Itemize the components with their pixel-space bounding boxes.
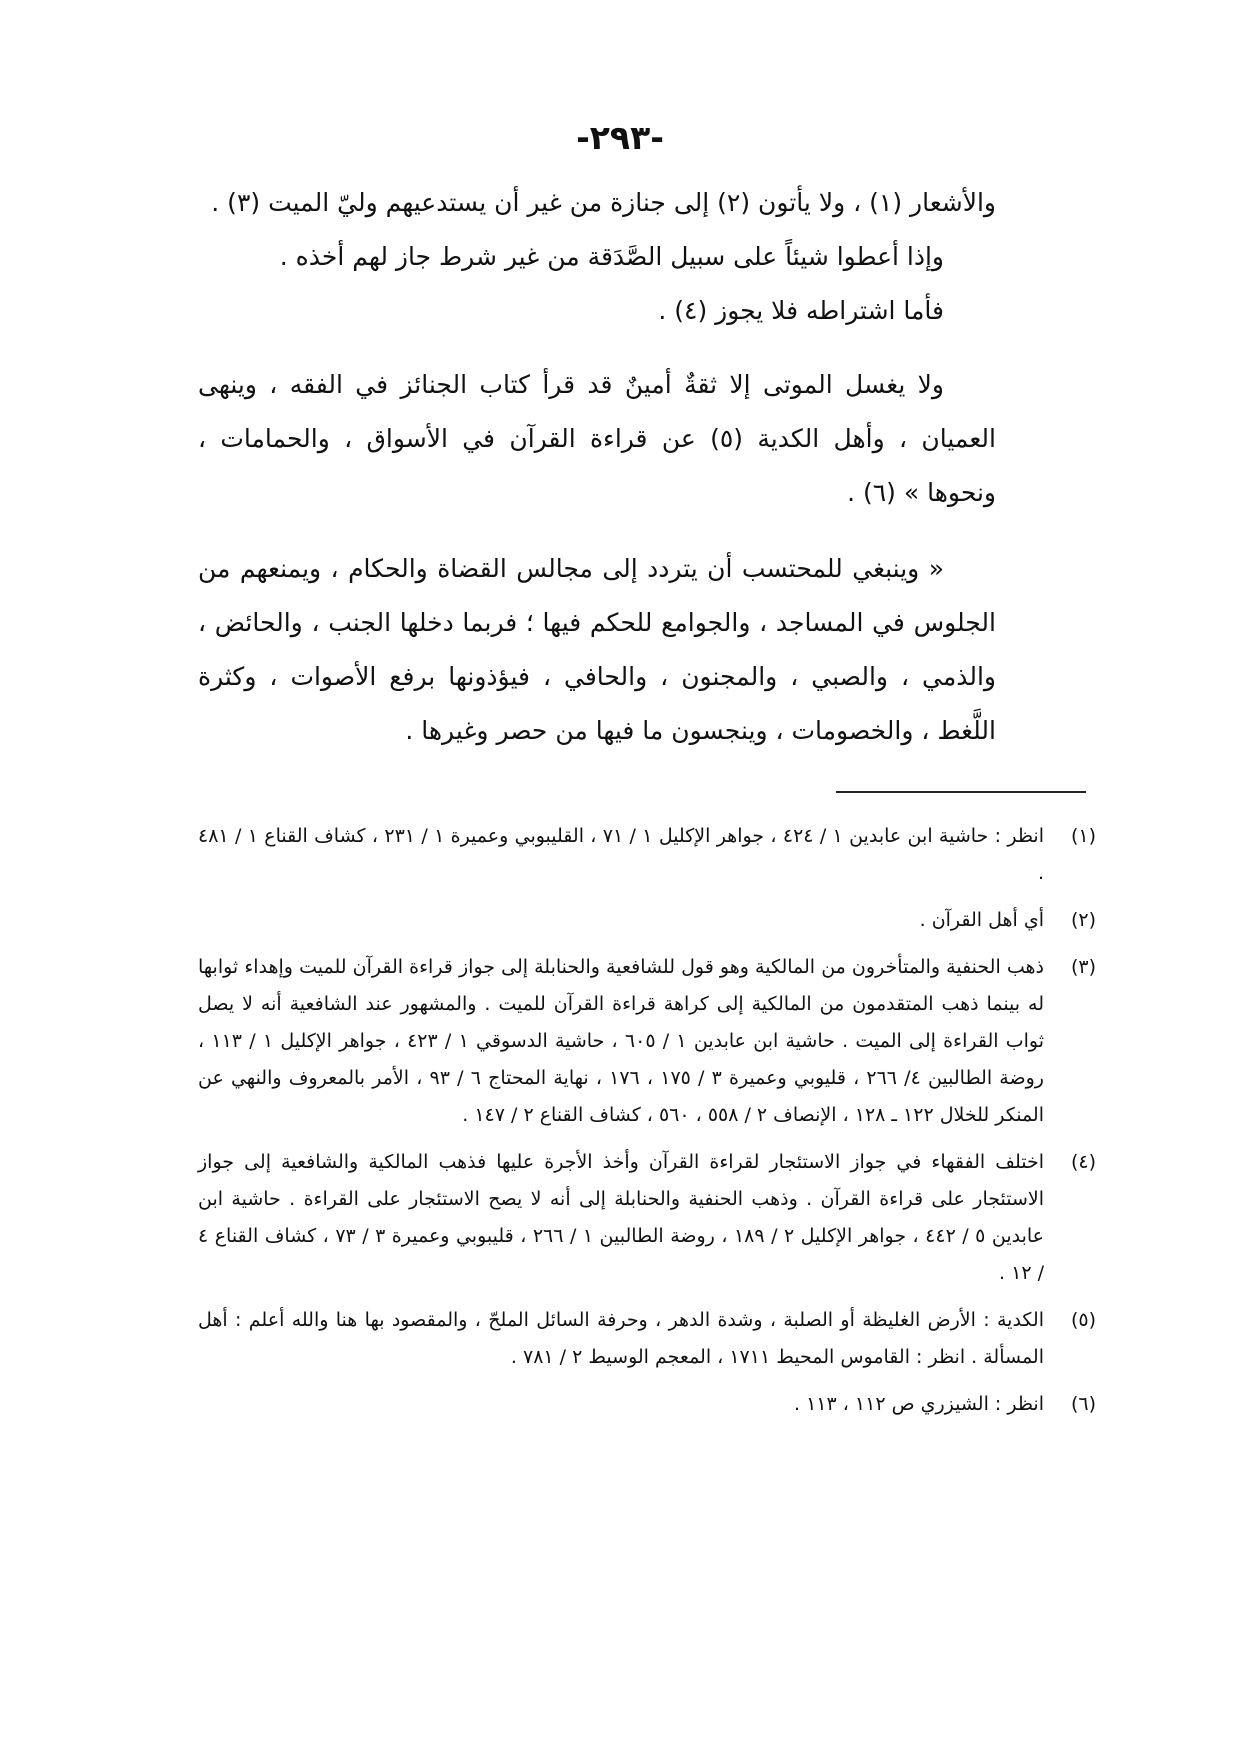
footnote-number: (٦) — [1070, 1393, 1096, 1415]
body-paragraph: فأما اشتراطه فلا يجوز (٤) . — [658, 296, 944, 325]
footnote-text: أي أهل القرآن . — [919, 909, 1044, 931]
footnote-text: اختلف الفقهاء في جواز الاستئجار لقراءة القرآن وأخذ الأجرة عليها فذهب المالكية والشافعية إلى جواز الاستئجار على قراءة القرآن . وذهب الحنفية والحنابلة إلى أنه لا يصح الاستئجار على القراءة . حاشية ابن عابدين ٥ / ٤٤٢ ، جواهر الإكليل ٢ / ١٨٩ ، روضة الطالبين ١ / ٢٦٦ ، قليبوبي وعميرة ٣ / ٧٣ ، كشاف القناع ٤ / ١٢ . — [198, 1151, 1045, 1284]
footnote — [198, 1302, 1096, 1376]
body-paragraph: ولا يغسل الموتى إلا ثقةٌ أمينٌ قد قرأ كتاب الجنائز في الفقه ، وينهى العميان ، وأهل الكدية (٥) عن قراءة القرآن في الأسواق ، والحمامات ، ونحوها » (٦) . — [198, 370, 996, 507]
body-paragraph: « وينبغي للمحتسب أن يتردد إلى مجالس القضاة والحكام ، ويمنعهم من الجلوس في المساجد ، والجوامع للحكم فيها ؛ فربما دخلها الجنب ، والحائض ، والذمي ، والصبي ، والمجنون ، والحافي ، فيؤذونها برفع الأصوات ، وكثرة اللَّغط ، والخصومات ، وينجسون ما فيها من حصر وغيرها . — [198, 554, 996, 745]
footnote — [198, 1386, 1096, 1423]
footnote-text: ذهب الحنفية والمتأخرون من المالكية وهو قول للشافعية والحنابلة إلى جواز قراءة القرآن للميت وإهداء ثوابها له بينما ذهب المتقدمون من المالكية إلى كراهة قراءة القرآن للميت . والمشهور عند الشافعية أنه لا يصل ثواب القراءة إلى الميت . حاشية ابن عابدين ١ / ٦٠٥ ، حاشية الدسوقي ١ / ٤٢٣ ، جواهر الإكليل ١ / ١١٣ ، روضة الطالبين ٤/ ٢٦٦ ، قليوبي وعميرة ٣ / ١٧٥ ، ١٧٦ ، نهاية المحتاج ٦ / ٩٣ ، الأمر بالمعروف والنهي عن المنكر للخلال ١٢٢ ـ ١٢٨ ، الإنصاف ٢ / ٥٥٨ ، ٥٦٠ ، كشاف القناع ٢ / ١٤٧ . — [198, 956, 1045, 1126]
main-text — [198, 176, 996, 758]
footnote-number: (٢) — [1070, 909, 1096, 931]
footnote — [198, 1144, 1096, 1292]
footnote — [198, 949, 1096, 1134]
footnote — [198, 818, 1096, 892]
footnote-number: (٥) — [1070, 1309, 1096, 1331]
footnote-number: (٤) — [1070, 1151, 1096, 1173]
footnote — [198, 902, 1096, 939]
footnotes — [198, 818, 1096, 1433]
footnote-text: انظر : الشيزري ص ١١٢ ، ١١٣ . — [793, 1393, 1044, 1415]
footnote-number: (١) — [1070, 825, 1096, 847]
body-paragraph: والأشعار (١) ، ولا يأتون (٢) إلى جنازة من غير أن يستدعيهم وليّ الميت (٣) . — [211, 188, 996, 217]
footnote-number: (٣) — [1070, 956, 1096, 978]
footnote-separator — [836, 791, 1086, 793]
page-number: -٢٩٣- — [576, 118, 664, 157]
footnote-text: الكدية : الأرض الغليظة أو الصلبة ، وشدة الدهر ، وحرفة السائل الملحّ ، والمقصود بها هنا والله أعلم : أهل المسألة . انظر : القاموس المحيط ١٧١١ ، المعجم الوسيط ٢ / ٧٨١ . — [198, 1309, 1044, 1368]
footnote-text: انظر : حاشية ابن عابدين ١ / ٤٢٤ ، جواهر الإكليل ١ / ٧١ ، القليبوبي وعميرة ١ / ٢٣١ ، كشاف القناع ١ / ٤٨١ . — [198, 825, 1044, 884]
body-paragraph: وإذا أعطوا شيئاً على سبيل الصَّدَقة من غير شرط جاز لهم أخذه . — [279, 242, 944, 271]
